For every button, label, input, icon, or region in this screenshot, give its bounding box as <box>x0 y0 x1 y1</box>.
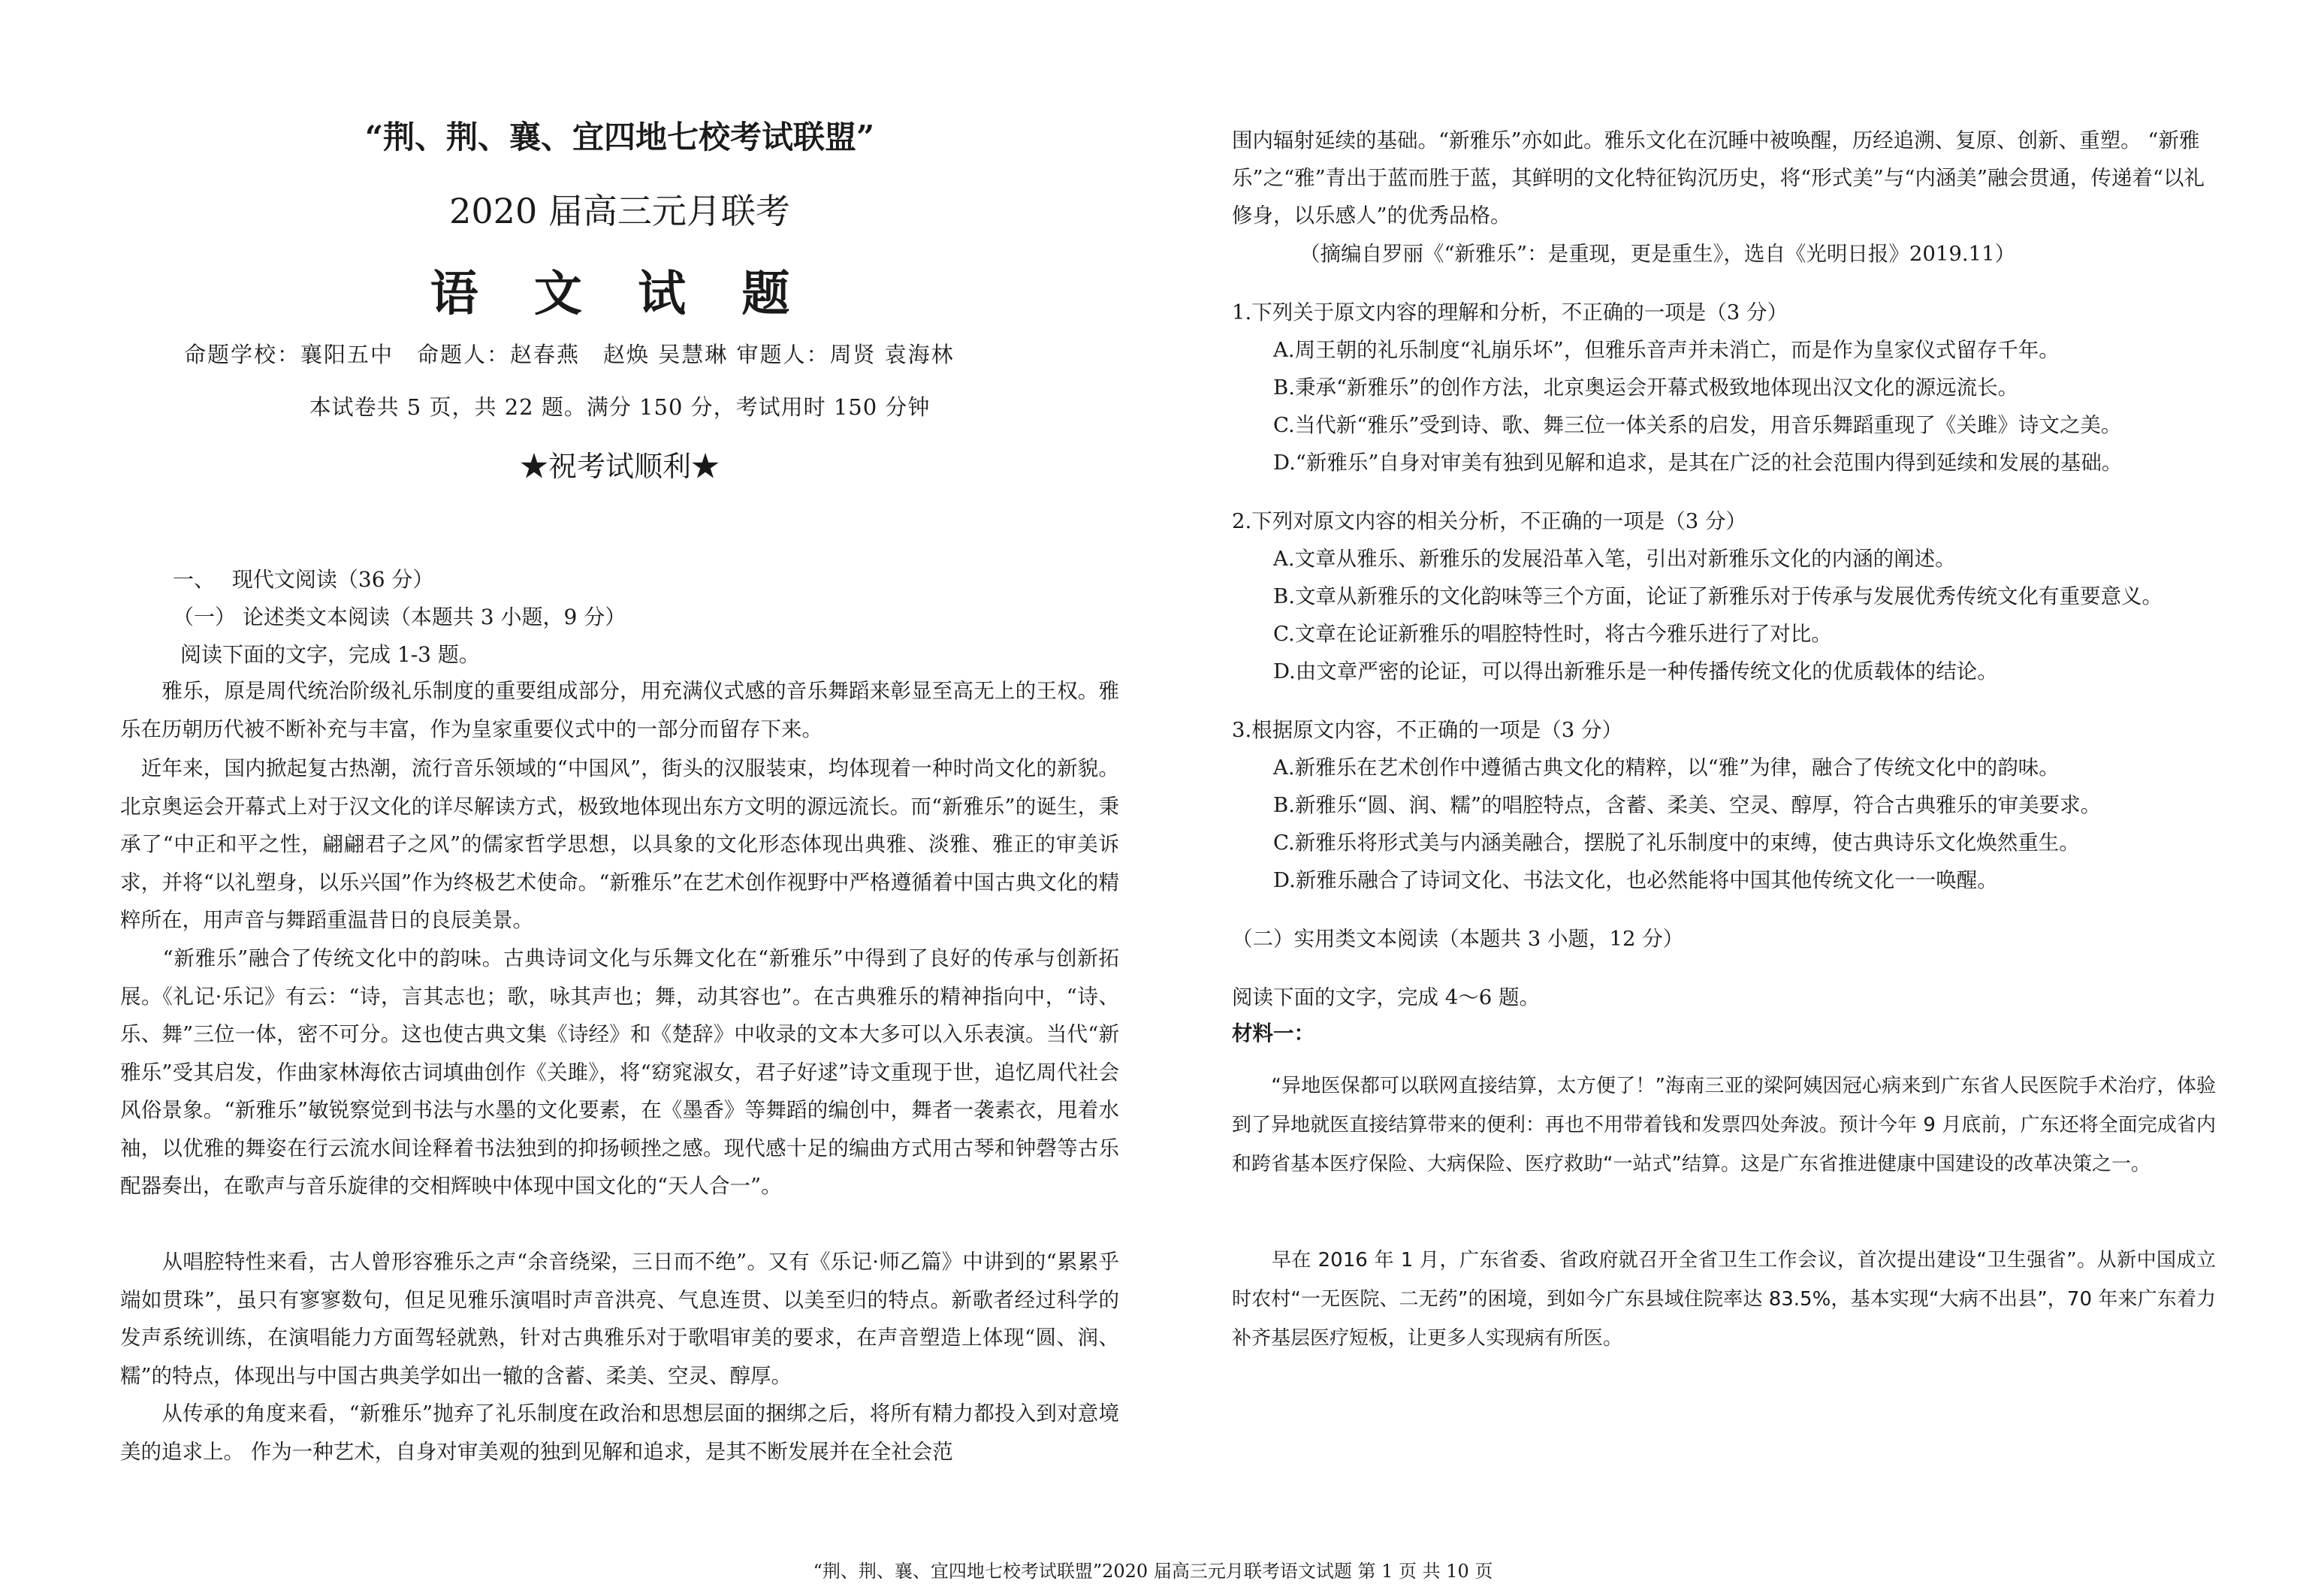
question-3-stem: 3.根据原文内容，不正确的一项是（3 分） <box>1232 718 1622 742</box>
question-3-option-d: D.新雅乐融合了诗词文化、书法文化，也必然能将中国其他传统文化一一唤醒。 <box>1273 868 1998 892</box>
exam-info: 本试卷共 5 页，共 22 题。满分 150 分，考试用时 150 分钟 <box>309 394 931 420</box>
passage-paragraph-3: “新雅乐”融合了传统文化中的韵味。古典诗词文化与乐舞文化在“新雅乐”中得到了良好的传承与创新拓展。《礼记·乐记》有云：“诗，言其志也；歌，咏其声也；舞，动其容也”。在古典雅乐的精神指向中，“诗、乐、舞”三位一体，密不可分。这也使古典文集《诗经》和《楚辞》中收录的文本大多可以入乐表演。当代“新雅乐”受其启发，作曲家林海依古词填曲创作《关雎》，将“窈窕淑女，君子好逑”诗文重现于世，追忆周代社会风俗景象。“新雅乐”敏锐察觉到书法与水墨的文化要素，在《墨香》等舞蹈的编创中，舞者一袭素衣，甩着水袖，以优雅的舞姿在行云流水间诠释着书法独到的抑扬顿挫之感。现代感十足的编曲方式用古琴和钟磬等古乐配器奏出，在歌声与音乐旋律的交相辉映中体现中国文化的“天人合一”。 <box>120 946 1119 1198</box>
page-footer: “荆、荆、襄、宜四地七校考试联盟”2020 届高三元月联考语文试题 第 1 页 共 10 页 <box>813 1561 1493 1582</box>
material-1-paragraph-1: “异地医保都可以联网直接结算，太方便了！”海南三亚的梁阿姨因冠心病来到广东省人民医院手术治疗，体验到了异地就医直接结算带来的便利：再也不用带着钱和发票四处奔波。预计今年 9 月底前，广东还将全面完成省内和跨省基本医疗保险、大病保险、医疗救助“一站式”结算。这是广东省推进健康中国建设的改革决策之一。 <box>1232 1075 2216 1175</box>
question-2-option-b: B.文章从新雅乐的文化韵味等三个方面，论证了新雅乐对于传承与发展优秀传统文化有重要意义。 <box>1273 584 2163 608</box>
good-luck-wish: ★祝考试顺利★ <box>519 450 720 483</box>
subject-title: 语 文 试 题 <box>430 266 810 322</box>
question-2-option-c: C.文章在论证新雅乐的唱腔特性时，将古今雅乐进行了对比。 <box>1273 622 1832 646</box>
reading-instruction-2: 阅读下面的文字，完成 4～6 题。 <box>1232 985 1540 1009</box>
question-1-option-a: A.周王朝的礼乐制度“礼崩乐坏”，但雅乐音声并未消亡，而是作为皇家仪式留存千年。 <box>1273 338 2060 362</box>
passage-paragraph-4: 从唱腔特性来看，古人曾形容雅乐之声“余音绕梁，三日而不绝”。又有《乐记·师乙篇》中讲到的“累累乎端如贯珠”，虽只有寥寥数句，但足见雅乐演唱时声音洪亮、气息连贯、以美至归的特点。新歌者经过科学的发声系统训练，在演唱能力方面驾轻就熟，针对古典雅乐对于歌唱审美的要求，在声音塑造上体现“圆、润、糯”的特点，体现出与中国古典美学如出一辙的含蓄、柔美、空灵、醇厚。 <box>120 1250 1119 1388</box>
reading-instruction-1: 阅读下面的文字，完成 1-3 题。 <box>180 642 480 667</box>
question-2-stem: 2.下列对原文内容的相关分析，不正确的一项是（3 分） <box>1232 509 1746 533</box>
author-line: 命题学校：襄阳五中 命题人：赵春燕 赵焕 吴慧琳 审题人：周贤 袁海林 <box>184 342 955 367</box>
question-3-option-b: B.新雅乐“圆、润、糯”的唱腔特点，含蓄、柔美、空灵、醇厚，符合古典雅乐的审美要求。 <box>1273 793 2102 817</box>
subsection-heading-1: （一） 论述类文本阅读（本题共 3 小题，9 分） <box>173 605 626 629</box>
question-2-option-a: A.文章从雅乐、新雅乐的发展沿革入笔，引出对新雅乐文化的内涵的阐述。 <box>1273 547 1956 571</box>
question-1-stem: 1.下列关于原文内容的理解和分析，不正确的一项是（3 分） <box>1232 300 1788 324</box>
question-1-option-b: B.秉承“新雅乐”的创作方法，北京奥运会开幕式极致地体现出汉文化的源远流长。 <box>1273 376 2019 400</box>
exam-title: 2020 届高三元月联考 <box>449 191 790 231</box>
passage-continuation: 围内辐射延续的基础。“新雅乐”亦如此。雅乐文化在沉睡中被唤醒，历经追溯、复原、创新、重塑。 “新雅乐”之“雅”青出于蓝而胜于蓝，其鲜明的文化特征钩沉历史，将“形式美”与“内涵美”融会贯通，传递着“以礼修身，以乐感人”的优秀品格。 <box>1232 128 2205 228</box>
question-3-option-c: C.新雅乐将形式美与内涵美融合，摆脱了礼乐制度中的束缚，使古典诗乐文化焕然重生。 <box>1273 831 2080 855</box>
passage-paragraph-2: 近年来，国内掀起复古热潮，流行音乐领域的“中国风”，街头的汉服装束，均体现着一种时尚文化的新貌。北京奥运会开幕式上对于汉文化的详尽解读方式，极致地体现出东方文明的源远流长。而“新雅乐”的诞生，秉承了“中正和平之性，翩翩君子之风”的儒家哲学思想，以具象的文化形态体现出典雅、淡雅、雅正的审美诉求，并将“以礼塑身，以乐兴国”作为终极艺术使命。“新雅乐”在艺术创作视野中严格遵循着中国古典文化的精粹所在，用声音与舞蹈重温昔日的良辰美景。 <box>120 756 1119 932</box>
alliance-title: “荆、荆、襄、宜四地七校考试联盟” <box>364 119 875 155</box>
material-1-paragraph-2: 早在 2016 年 1 月，广东省委、省政府就召开全省卫生工作会议，首次提出建设“卫生强省”。从新中国成立时农村“一无医院、二无药”的困境，到如今广东县域住院率达 83.5%，基本实现“大病不出县”，70 年来广东着力补齐基层医疗短板，让更多人实现病有所医。 <box>1232 1249 2216 1350</box>
passage-paragraph-1: 雅乐，原是周代统治阶级礼乐制度的重要组成部分，用充满仪式感的音乐舞蹈来彰显至高无上的王权。雅乐在历朝历代被不断补充与丰富，作为皇家重要仪式中的一部分而留存下来。 <box>120 679 1119 741</box>
passage-paragraph-5: 从传承的角度来看，“新雅乐”抛弃了礼乐制度在政治和思想层面的捆绑之后，将所有精力都投入到对意境美的追求上。 作为一种艺术，自身对审美观的独到见解和追求，是其不断发展并在全社会范 <box>120 1401 1119 1464</box>
question-1-option-d: D.“新雅乐”自身对审美有独到见解和追求，是其在广泛的社会范围内得到延续和发展的基础。 <box>1273 451 2123 475</box>
section-heading-1: 一、 现代文阅读（36 分） <box>173 567 434 592</box>
question-1-option-c: C.当代新“雅乐”受到诗、歌、舞三位一体关系的启发，用音乐舞蹈重现了《关雎》诗文之美。 <box>1273 413 2122 437</box>
material-1-label: 材料一： <box>1232 1021 1314 1045</box>
question-2-option-d: D.由文章严密的论证，可以得出新雅乐是一种传播传统文化的优质载体的结论。 <box>1273 659 1998 683</box>
question-3-option-a: A.新雅乐在艺术创作中遵循古典文化的精粹，以“雅”为律，融合了传统文化中的韵味。 <box>1273 756 2060 780</box>
passage-source: （摘编自罗丽《“新雅乐”：是重现，更是重生》，选自《光明日报》2019.11） <box>1299 242 2016 266</box>
subsection-heading-2: （二）实用类文本阅读（本题共 3 小题，12 分） <box>1232 927 1684 951</box>
